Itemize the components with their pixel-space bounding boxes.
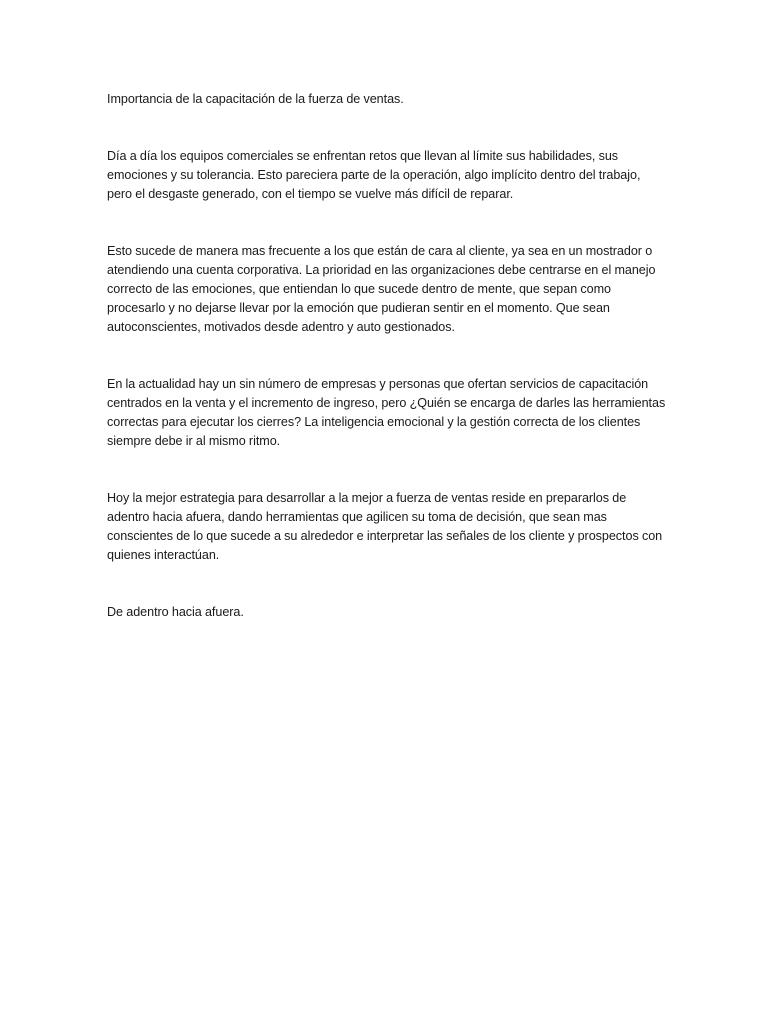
- document-title: Importancia de la capacitación de la fuerza de ventas.: [107, 92, 404, 106]
- paragraph-2: Esto sucede de manera mas frecuente a los que están de cara al cliente, ya sea en un mostrador o atendiendo una cuenta corporativa. La prioridad en las organizaciones debe centrarse en el manejo correcto de las emociones, que entiendan lo que sucede dentro de mente, que sepan como procesarlo y no dejarse llevar por la emoción que pudieran sentir en el momento. Que sean autoconscientes, motivados desde adentro y auto gestionados.: [107, 244, 656, 334]
- paragraph-4: Hoy la mejor estrategia para desarrollar a la mejor a fuerza de ventas reside en prepararlos de adentro hacia afuera, dando herramientas que agilicen su toma de decisión, que sean mas conscientes de lo que sucede a su alrededor e interpretar las señales de los cliente y prospectos con quienes interactúan.: [107, 491, 663, 562]
- paragraph-3: En la actualidad hay un sin número de empresas y personas que ofertan servicios de capacitación centrados en la venta y el incremento de ingreso, pero ¿Quién se encarga de darles las herramientas correctas para ejecutar los cierres? La inteligencia emocional y la gestión correcta de los clientes siempre debe ir al mismo ritmo.: [107, 377, 666, 448]
- document-body: [107, 90, 667, 622]
- paragraph-1: Día a día los equipos comerciales se enfrentan retos que llevan al límite sus habilidades, sus emociones y su tolerancia. Esto pareciera parte de la operación, algo implícito dentro del trabajo, pero el desgaste generado, con el tiempo se vuelve más difícil de reparar.: [107, 149, 641, 201]
- closing-line: De adentro hacia afuera.: [107, 605, 244, 619]
